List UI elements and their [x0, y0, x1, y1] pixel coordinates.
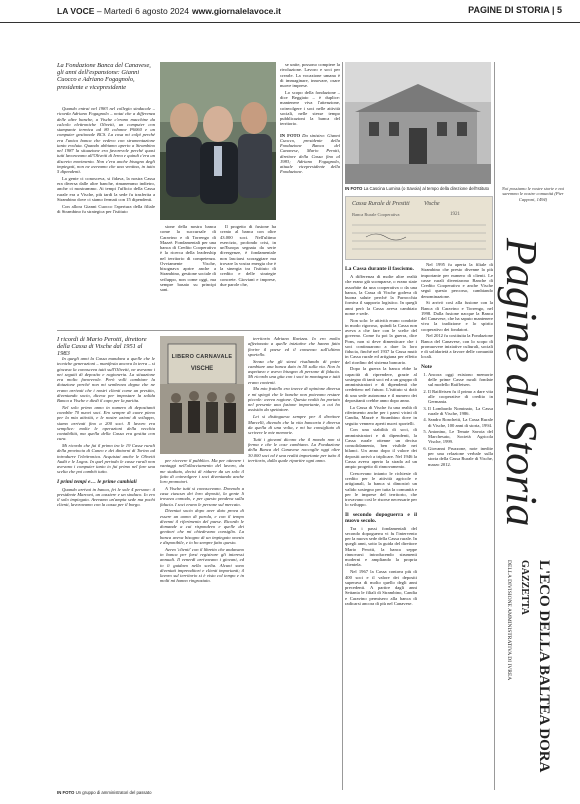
article1-col3-p1: se unite, possono compiere la rivoluzione. Lavoro e soci per crearle. La vocazione umana è di immaginare, innovare, osare nuove imprese. [280, 62, 340, 88]
gazette-sub2-text: DELLA DIVISIONE AMMINISTRATIVA DI IVREA [506, 560, 512, 681]
portraits-image [160, 62, 276, 220]
column-divider [342, 62, 343, 790]
sidebar-quote: Noi possiamo le vostre storie e noi saremmo le nostre comunità (Pier Capponi, 1494) [501, 186, 565, 202]
article1-p1: Quando entrai nel 1983 nel collegio sindacale – ricorda Adriano Fogagnolo – notai che a differenza delle altre banche, a Vische c'erano macchine da calcolo elettroniche Olivetti, un computer con stampante termica ad 80 colonne P6060 e un computer gestionale BCS. La cosa mi colpì perché era l'unica banca che vedevo con strumentazione tanto evoluta. Quando abbiamo aperto a Strambino nel 1987 la situazione era favorevole perché quasi tutti lavoravano all'Olivetti di Ivrea e quindi c'era un discreto movimento. Non c'era anche bisogno degli impiegati, non ne avevamo che una ventina, in tutto 5 dipendenti. [57, 106, 155, 174]
brand-word [497, 228, 572, 548]
article3-col1-p4: La Cassa di Vische fu una realtà di riferimento anche per i paesi vicini di Candia, Mazzè e Strambino dove in seguito vennero aperti nuovi sportelli. [345, 404, 417, 426]
article3-col1-p1: A differenza di molte altre realtà che erano già scomparse, o erano state assorbite da una cooperativa o da una banca, la Cassa di Vische godeva di buona salute perché la Parrocchia forniva il supporto logistico. In quegli anni però la Cassa aveva cambiato nome e sede. [345, 274, 417, 316]
photo2-caption-label: IN FOTO [57, 790, 75, 795]
article2-col2-p4: Avevo 'clienti' con il libretto che andavano in banca per farsi registrare gli interessi annuali. Il venerdì arrivavano i giovani, ed io li guidavo nella scelta. Alcuni sono diventati imprenditori e clienti importanti; il lavoro sul territorio si è visto col tempo e in molti mi hanno ringraziato. [160, 546, 244, 584]
note-item: 2. Il Raiffeisen fu il primo a dare vita alle cooperative di credito in Germania. [428, 389, 493, 405]
article2-col2-p3: Diventai socio dopo aver dato prova di essere un uomo di parola, e con il tempo divenni il riferimento del paese. Ricordo le domande a cui rispondevo e quelle dei genitori che mi chiedevano consiglio. La banca aveva bisogno di un impiegato onesto e disponibile, e io ho sempre fatto questo. [160, 508, 244, 545]
article2-col3 [248, 336, 340, 786]
article2-col3-p2: Senza che gli stessi risaltando di poter cambiare una banca dato in 50 sulla via. Non lo aspettavo e avevo bisogno di persone di fiducia. Mi ricordo una gita con i soci in montagna e tutti erano contenti. [248, 358, 340, 385]
article-divider [57, 330, 341, 331]
photo3-caption-label: IN FOTO [345, 186, 363, 191]
note-item: 1. Ancora oggi esistono memorie delle prime Casse rurali fondate sul modello Raiffeisen. [428, 372, 493, 388]
article3-col3-p1: Nel 1995 fu aperta la filiale di Strambino che presto divenne la più importante per numero di clienti. Le casse rurali diventarono Banche di Credito Cooperativo e anche Vische seguì questo percorso, cambiando denominazione. [421, 262, 493, 299]
article1-col3-p2: Lo scopo della fondazione – dice Beggiato – è duplice: mantenere viva l'attenzione, coinvolgere i soci nelle attività sociali, nelle stesse tempo pubblicazioni la banca del territorio. [280, 89, 340, 127]
brand-word-text: Pagine di Storia [497, 238, 546, 527]
article3-col3-p2: Si arrivò così alla fusione con la Banca di Caravino e Torrengo, nel 1998. Dalla fusione nacque la Banca del Canavese, che ha saputo mantenere viva la tradizione e lo spirito cooperativo dei fondatori. [421, 300, 493, 332]
caption-text: Da sinistra: Gianni Cuocco, presidente della Fondazione Banca del Canavese, Mario Perotti, direttore della Cassa fino al 1983; Adriano Fogagnolo, attuale vicepresidente della Fondazione. [280, 132, 340, 175]
article2-col1 [57, 356, 155, 786]
article3-heading: La Cassa durante il fascismo. [345, 266, 414, 272]
cascina-image [345, 62, 491, 184]
sidebar-divider [494, 62, 495, 790]
article1-intro: La Fondazione Banca del Canavese, gli anni dell'espansione: Gianni Cuocco e Adriano Fogagnolo, presidente e vicepresidente [57, 62, 151, 91]
article2-intro: I ricordi di Mario Perotti, direttore della Cassa di Vische dal 1951 al 1983 [57, 336, 147, 358]
article2-col2-p2: A Vische tutti si conoscevano. Dovendo a casa ciascun dei loro depositi, la gente li trovava comodo, e per questo pendeva sulla fiducia. I soci erano le persone sul mercato. [160, 485, 244, 507]
document-title: Cassa Rurale di Prestiti [352, 201, 410, 207]
article2-p3: Mi ricordo che fui il primo tra le 19 Casse rurali della provincia di Cuneo e dei dintorni di Torino ad introdurre l'elettronica. Acquistai anche le Olivetti Audit e le Logos. In quel periodo le casse rurali non avevano i computer tanto io fui primo nel fare una scelta che poi cambiò tutto. [57, 443, 155, 475]
page-header [0, 0, 580, 23]
article1-col2-p2: Il progetto di fusione ha creato al banca con oltre 43.000 soci. Nell'ultimo esercizio, profondo crisi, in un'Europa segnata da serie divergenze, è fondamentale non lasciarsi scoraggiare ma trovare la vostra energia che è la sinergia tra l'istituto di credito e delle strategie concrete. Gioviani e imprese, due parole che, [220, 224, 276, 287]
gazette-title-text: L'ECO DELLA BALTEA DORA [536, 560, 552, 773]
article3-subheading: Il secondo dopoguerra e il nuovo secolo. [345, 511, 417, 524]
document-line1: Banca Rurale Cooperativa [352, 212, 400, 217]
article3-col1 [345, 262, 417, 790]
article1-col1 [57, 106, 155, 324]
article3-col3-p3: Nel 2012 fu costituita la Fondazione Banca del Canavese, con lo scopo di promuovere iniziative culturali, sociali e di solidarietà a favore delle comunità locali. [421, 333, 493, 360]
article2-p2: Nel solo primo anno in numero di depositanti conobbe 70 nuovi soci. Ero sempre di cuore pieno per la mia attività, e le nostre azioni di sviluppo, siamo arrivati fino a 200 soci. Il lavoro era semplice: molte le operazioni della vecchia contabilità, ma quella della Cassa era gestita con cura. [57, 404, 155, 442]
group-sign-line2: VISCHE [190, 366, 214, 372]
note-item: 3. Il Lombardo Nominato, La Cassa rurale di Vische, 1986. [428, 406, 493, 417]
document-year: 1921 [450, 212, 460, 217]
article3-col2-p2: Crescevano intanto le richieste di credito per le attività agricole e artigianali, la banca si dimostrò un valido sostegno per tutta la comunità e per le imprese del territorio, che trovavano così le risorse necessarie per lo sviluppo. [345, 470, 417, 508]
article2-col3-p1: territorio Adriano Ravizza. Io ero molto affezionato a quelle iniziative che hanno fatto fiorire il paese ed il consenso sull'ultimo sportello. [248, 336, 340, 357]
gazette-sub1-text: GAZZETTA [519, 560, 530, 615]
article2-col3-p4: Lei si distingueva sempre per il direttore Marcelli, dicendo che la vita bancaria è diversa da quella di una volta, e mi ha consigliato di scrivere le mie memorie. [248, 414, 340, 436]
notes-list [421, 372, 493, 467]
note-item: 6. Giovanni Pruzzone, note inedite per una relazione verbale sulla storia della Cassa Rurale di Vische, marzo 2012. [428, 446, 493, 467]
article2-col3-p3: Ma mio fratello era invece di opinione diversa e mi spiegò che le banche non potevano restare piccole: aveva ragione. Questa realtà ha portato nel presente una fusione importante, a cui ho assistito da spettatore. [248, 386, 340, 413]
document-image [345, 196, 493, 260]
article2-col2 [160, 458, 244, 786]
photo3-caption-text: La Cascina Lumina (o Savoia) al tempo della direzione dell'Istituto [363, 186, 490, 191]
notes-heading: Note [421, 363, 432, 370]
paper-name: LA VOCE [57, 6, 95, 16]
photo3-caption [345, 186, 495, 191]
article1-p3: Con allora Gianni Cuocco l'apertura della filiale di Strambino fu strategica per l'istituto [57, 203, 155, 214]
section-name: PAGINE DI STORIA [468, 5, 550, 15]
article2-subheading: I primi tempi e… le prime cambiali [57, 478, 137, 485]
photo-cascina [345, 62, 491, 184]
article2-col2-p1: per ricevere il pubblico. Ma per ottenere i vantaggi nell'allacciamento del lavoro, da me studiato, decisi di ridurre da un solo il fatto di coinvolgere i soci diventando anche loro promotori. [160, 458, 244, 484]
article2-col3-p5: Tutti i giovani dicono che il mondo non si ferma e che le cose cambiano. La Fondazione della Banca del Canavese raccoglie oggi oltre 30.000 soci ed è una realtà importante per tutto il territorio, dalla quale ripartire ogni anno. [248, 436, 340, 463]
caption-label: IN FOTO [280, 132, 301, 138]
photo-group [160, 336, 244, 454]
brand-block [497, 228, 572, 548]
note-item: 4. Sandro Ronchetti, La Cassa Rurale di Vische, 100 anni di storia, 1994. [428, 417, 493, 428]
article1-col2 [160, 224, 276, 324]
article3-col2-p1: Con una stabilità di soci, di amministratori e di dipendenti, la Cassa rurale ottenne un deciso consolidamento, ben visibile nei bilanci. Un anno dopo il valore dei depositi arrivò a triplicare. Nel 1946 la Cassa aveva aperto la strada ad un ampio progetto di rinnovamento. [345, 427, 417, 470]
website-link[interactable]: www.giornalelavoce.it [192, 6, 281, 16]
document-lines-icon [346, 197, 492, 259]
portrait-caption [280, 133, 340, 175]
article3-col2-sp1: Tra i passi fondamentali del secondo dopoguerra vi fu l'intervento per la nuova sede della Cassa rurale. In quegli anni, sotto la guida del direttore Mario Perotti, la banca seppe rinnovarsi introducendo strumenti moderni e ampliando la propria clientela. [345, 525, 417, 568]
page-number: | 5 [551, 5, 562, 15]
section-title [468, 5, 562, 15]
photo2-caption [57, 790, 247, 795]
article1-col3 [280, 62, 340, 324]
article3-col3 [421, 262, 493, 790]
article2-sp1: Quando arrivai in banca, fei le sole 4 persone: il presidente Marconi, un cassiere e un sindaco. Io ero il solo impiegato. Avevamo un'ampia sede ma pochi clienti, lavoravamo con la cassa per il borgo. [57, 486, 155, 508]
document-subtitle: Vische [424, 201, 440, 207]
article3-col2-sp2: Nel 1967 la Cassa contava più di 400 soci e il valore dei depositi superava di molto quello degli anni precedenti. A partire dagli anni Settanta le filiali di Strambino, Candia e Caravino permisero alla banca di radicarsi ancora di più nel Canavese. [345, 569, 417, 606]
photo2-caption-text: Un gruppo di amministratori del passato [75, 790, 152, 795]
group-sign-line1: LIBERO CARNAVALE [171, 354, 233, 360]
article3-col1-p2: Non solo: le attività erano condotte in modo rigoroso, quindi la Cassa non aveva a che fare con le scelte del governo. Come fu poi la guerra, dice Pons, non si deve dimenticare che i soci continuarono a dare la loro fiducia, finché nel 1937 la Cassa mutò in Cassa rurale ed artigiana per effetto del riordino del sistema bancario. [345, 317, 417, 365]
note-item: 5. Antonino, Le Tenute Savoia del Marchesato, Società Agricola Vische, 1999. [428, 429, 493, 445]
header-left [57, 6, 189, 16]
article1-p2: La gente ci conosceva, si fidava, la nostra Cassa era diversa dalle altre banche, rimanemmo indietro, anche ci mostrammo. Ai tempi l'ufficio della Cassa rurale era a Vische, più tardi la sede fu trasferita a Strambino dove ci siamo fermati con 15 dipendenti. [57, 175, 155, 202]
article2-p1: In quegli anni la Cassa mandava a quelle che le tecniche generazioni – manifesta ancora la terra – si giocava la conosceva tutti sull'Olivetti, ne avevano i nei seguiti di deposito e ragioneria. La situazione era molto favorevole. Però volli cambiare la dotazione perché non mi sembrava degna che ne erano arrivati che i nostri clienti come un prestito, diventando socio, diceva per impostare la solida Banca a Vische e diedi il capo per la partita. [57, 356, 155, 403]
gazette-masthead [500, 560, 572, 790]
header-date: – Martedì 6 agosto 2024 [96, 6, 189, 16]
article1-col2-p1: sione della nostra banca come la succursale di Caravino e di Torrengo di Mazzè. Fondamentali per una banca di Credito Cooperativo è la ricerca della leadership nel territorio di competenza. Ovviamente Vische, bisognava aprire anche a Strambino, gestione sociale di sviluppo, non come oggi, ma sempre basato su principi sani. [160, 224, 216, 292]
gazette-masthead-image [500, 560, 572, 790]
article3-col1-p3: Dopo la guerra la banca ebbe la capacità di riprendere, grazie al sostegno di tanti soci ed a un gruppo di amministratori e di dipendenti che credettero nel futuro. L'istituto si dotò di una sede autonoma e il numero dei depositanti crebbe anno dopo anno. [345, 366, 417, 403]
photo-portraits [160, 62, 276, 220]
